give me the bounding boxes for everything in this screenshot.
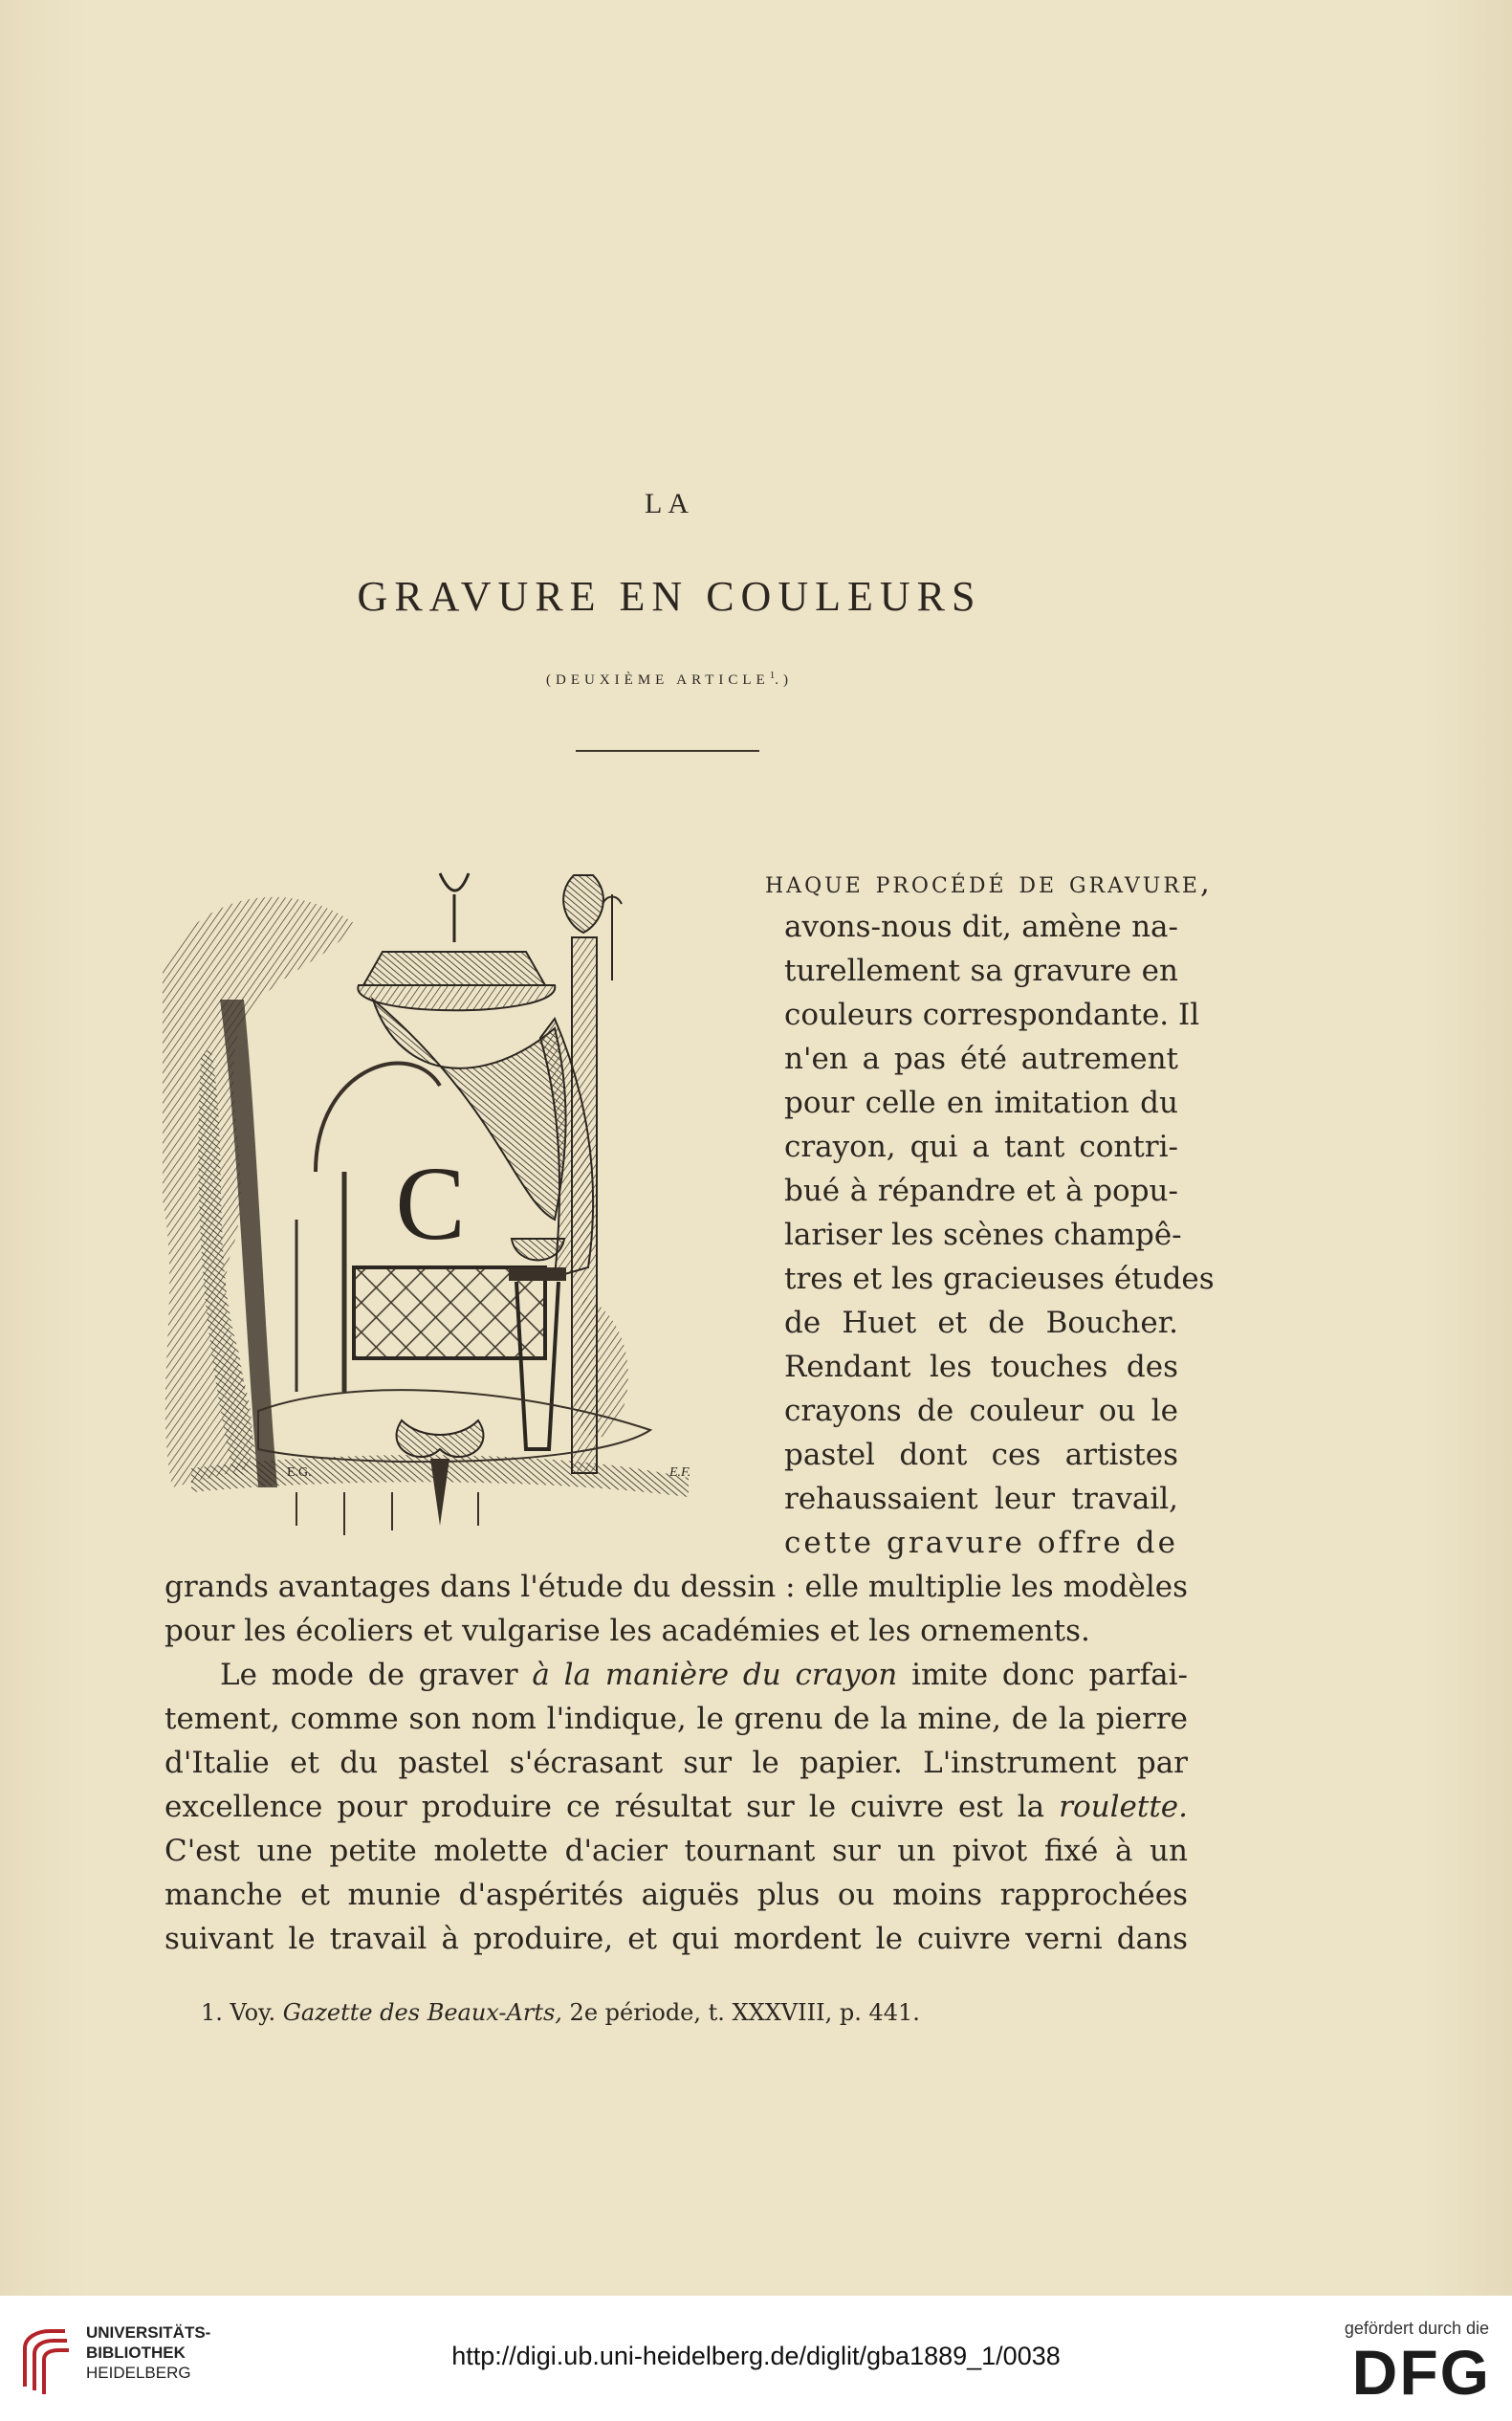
show-through-text	[287, 268, 1195, 312]
text-line: grands avantages dans l'étude du dessin : elle multiplie les modèles	[164, 1570, 1188, 1604]
text-line: pour les écoliers et vulgarise les académies et les ornements.	[164, 1614, 1090, 1648]
library-name: UNIVERSITÄTS- BIBLIOTHEK HEIDELBERG	[86, 2323, 211, 2382]
funding-note: gefördert durch die	[1344, 2319, 1489, 2338]
text-line: de Huet et de Boucher.	[784, 1306, 1178, 1340]
text-line: pour celle en imitation du	[784, 1086, 1178, 1120]
text-line: haque procédé de gravure,	[765, 866, 1213, 900]
text-line: couleurs correspondante. Il	[784, 998, 1200, 1032]
page-title: GRAVURE EN COULEURS	[357, 573, 982, 620]
engraver-signature-left: E.G.	[287, 1465, 312, 1480]
footnote: 1. Voy. Gazette des Beaux-Arts, 2e période, t. XXXVIII, p. 441.	[201, 1999, 920, 2026]
title-rule	[576, 750, 759, 752]
source-url-link[interactable]: http://digi.ub.uni-heidelberg.de/diglit/gba1889_1/0038	[451, 2342, 1061, 2370]
text-line: bué à répandre et à popu-	[784, 1174, 1178, 1208]
text-line: d'Italie et du pastel s'écrasant sur le papier. L'instrument par	[164, 1746, 1188, 1780]
text-line: suivant le travail à produire, et qui mordent le cuivre verni dans	[164, 1922, 1188, 1956]
text-line: tement, comme son nom l'indique, le grenu de la mine, de la pierre	[164, 1702, 1188, 1736]
text-line: Le mode de graver à la manière du crayon imite donc parfai-	[220, 1658, 1188, 1692]
text-line: Rendant les touches des	[784, 1350, 1178, 1384]
text-line: lariser les scènes champê-	[784, 1218, 1182, 1252]
text-line: excellence pour produire ce résultat sur le cuivre est la roulette.	[164, 1790, 1188, 1824]
text-line: avons-nous dit, amène na-	[784, 910, 1178, 944]
engraved-vignette	[153, 856, 765, 1545]
text-line: cette gravure offre de	[784, 1526, 1178, 1560]
text-line: turellement sa gravure en	[784, 954, 1178, 988]
text-line: rehaussaient leur travail,	[784, 1482, 1178, 1516]
text-line: pastel dont ces artistes	[784, 1438, 1178, 1472]
heading-article: LA	[645, 488, 694, 519]
text-line: crayon, qui a tant contri-	[784, 1130, 1178, 1164]
text-line: crayons de couleur ou le	[784, 1394, 1178, 1428]
engraver-signature-right: E.F.	[669, 1465, 691, 1480]
subtitle: (DEUXIÈME ARTICLE$^1$.)	[546, 670, 793, 688]
text-line: manche et munie d'aspérités aiguës plus ou moins rapprochées	[164, 1878, 1188, 1912]
text-line: C'est une petite molette d'acier tournant sur un pivot fixé à un	[164, 1834, 1188, 1868]
dfg-logo: DFG	[1351, 2337, 1491, 2408]
text-line: tres et les gracieuses études	[784, 1262, 1215, 1296]
footnote-ref: 1	[769, 670, 776, 681]
drop-cap-letter: C	[395, 1145, 466, 1262]
text-line: n'en a pas été autrement	[784, 1042, 1178, 1076]
